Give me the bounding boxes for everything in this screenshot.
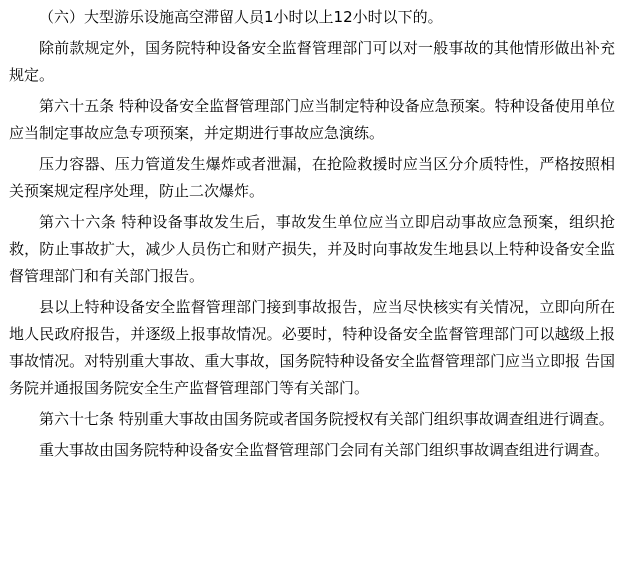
paragraph-county-reporting: 县以上特种设备安全监督管理部门接到事故报告，应当尽快核实有关情况，立即向所在地人民政府报告，并逐级上报事故情况。必要时，特种设备安全监督管理部门可以越级上报事故情况。对特别重大事故、重大事故，国务院特种设备安全监督管理部门应当立即报 告国务院并通报国务院安全生产监督管理部门等有关部门。 xyxy=(9,298,615,397)
paragraph-item-6-note: （六）大型游乐设施高空滞留人员1小时以上12小时以下的。 xyxy=(39,8,443,26)
paragraph-supplementary-rules: 除前款规定外，国务院特种设备安全监督管理部门可以对一般事故的其他情形做出补充规定。 xyxy=(9,39,615,84)
paragraph-article-66: 第六十六条 特种设备事故发生后，事故发生单位应当立即启动事故应急预案，组织抢救，防止事故扩大，减少人员伤亡和财产损失，并及时向事故发生地县以上特种设备安全监督管理部门和有关部门报告。 xyxy=(9,213,615,285)
paragraph-article-65: 第六十五条 特种设备安全监督管理部门应当制定特种设备应急预案。特种设备使用单位应当制定事故应急专项预案，并定期进行事故应急演练。 xyxy=(9,97,615,142)
paragraph-article-67: 第六十七条 特别重大事故由国务院或者国务院授权有关部门组织事故调查组进行调查。 xyxy=(39,410,614,428)
document-body xyxy=(9,4,615,468)
paragraph-major-accident-investigation: 重大事故由国务院特种设备安全监督管理部门会同有关部门组织事故调查组进行调查。 xyxy=(39,441,610,459)
paragraph-pressure-vessel-handling: 压力容器、压力管道发生爆炸或者泄漏，在抢险救援时应当区分介质特性，严格按照相关预案规定程序处理，防止二次爆炸。 xyxy=(9,155,615,200)
